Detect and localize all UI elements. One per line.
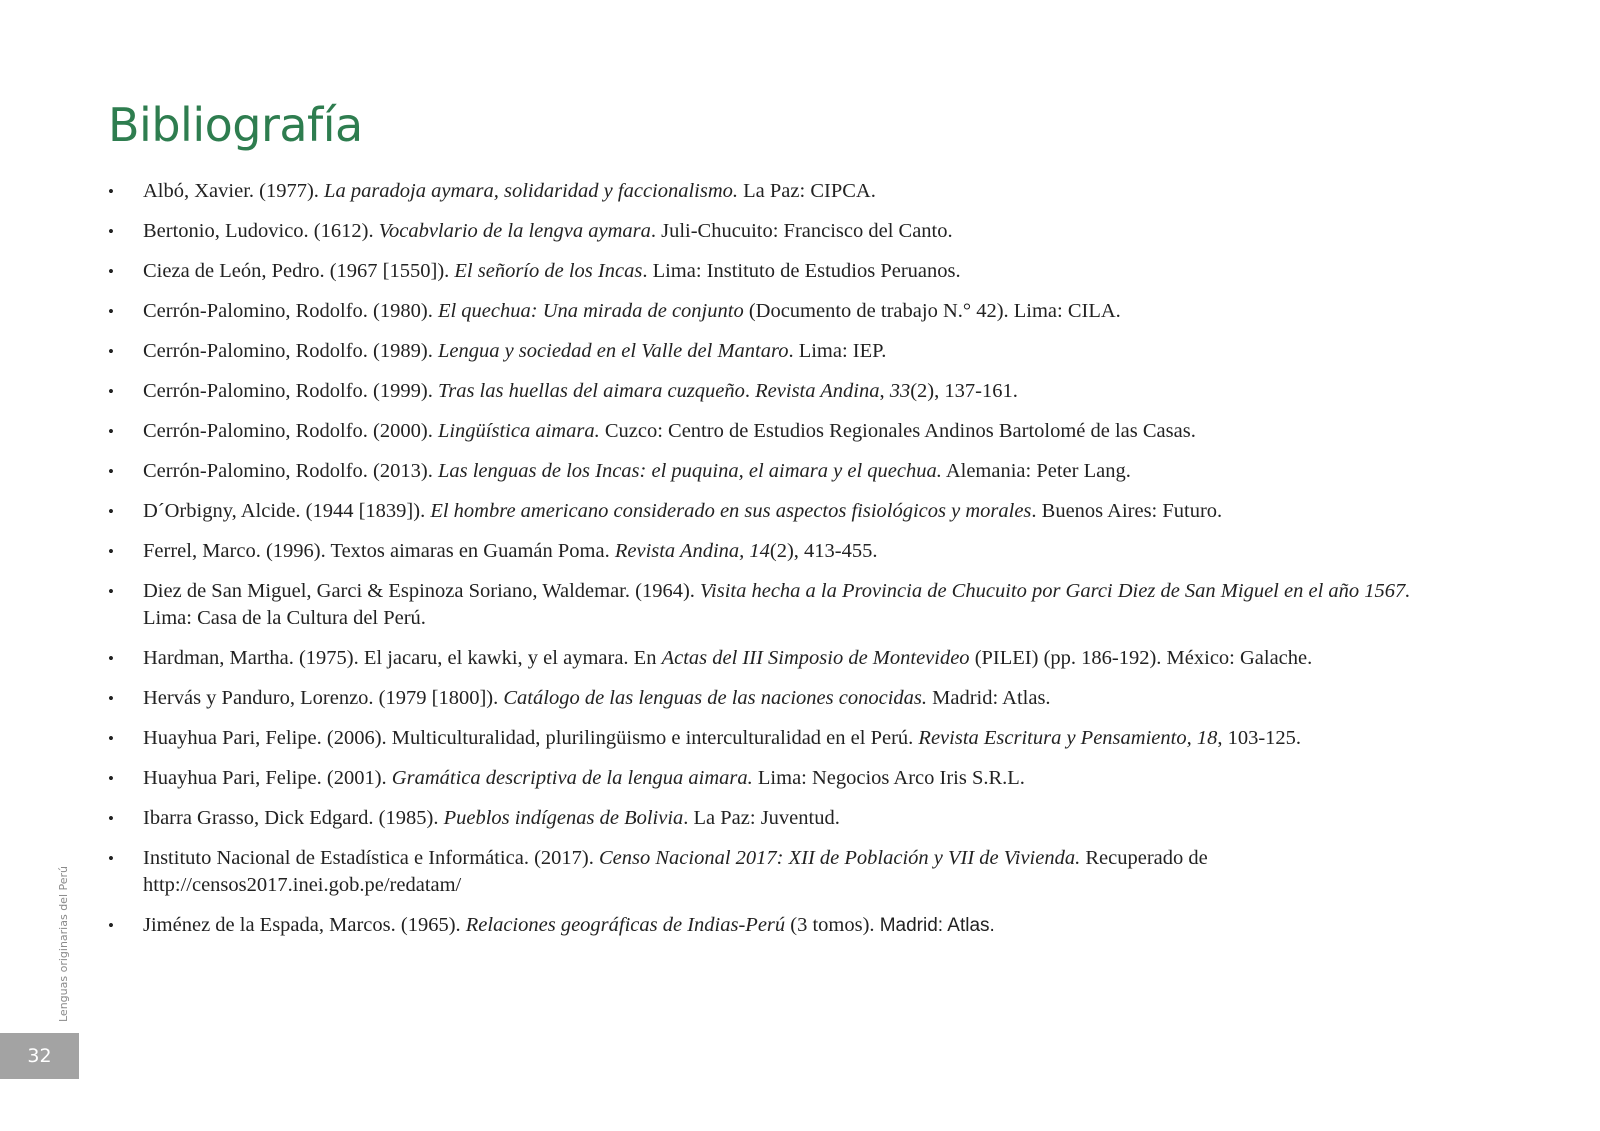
- bibliography-entry: • Hardman, Martha. (1975). El jacaru, el kawki, y el aymara. En Actas del III Simposio de Montevideo (PILEI) (pp. 186-192). México: Galache.: [108, 645, 1428, 672]
- bibliography-entry: • Huayhua Pari, Felipe. (2006). Multiculturalidad, plurilingüismo e interculturalidad en el Perú. Revista Escritura y Pensamiento, 18, 103-125.: [108, 725, 1428, 752]
- bibliography-list: [108, 178, 1428, 952]
- bibliography-entry: • Cerrón-Palomino, Rodolfo. (1980). El quechua: Una mirada de conjunto (Documento de trabajo N.° 42). Lima: CILA.: [108, 298, 1428, 325]
- bibliography-entry: • Jiménez de la Espada, Marcos. (1965). Relaciones geográficas de Indias-Perú (3 tomos). Madrid: Atlas.: [108, 912, 1428, 939]
- bibliography-entry: • Cieza de León, Pedro. (1967 [1550]). El señorío de los Incas. Lima: Instituto de Estudios Peruanos.: [108, 258, 1428, 285]
- bibliography-entry: • Ferrel, Marco. (1996). Textos aimaras en Guamán Poma. Revista Andina, 14(2), 413-455.: [108, 538, 1428, 565]
- bibliography-entry: • Cerrón-Palomino, Rodolfo. (2013). Las lenguas de los Incas: el puquina, el aimara y el quechua. Alemania: Peter Lang.: [108, 458, 1428, 485]
- bibliography-entry: • Huayhua Pari, Felipe. (2001). Gramática descriptiva de la lengua aimara. Lima: Negocios Arco Iris S.R.L.: [108, 765, 1428, 792]
- bibliography-entry: • Instituto Nacional de Estadística e Informática. (2017). Censo Nacional 2017: XII de Población y VII de Vivienda. Recuperado de http://censos2017.inei.gob.pe/redatam/: [108, 845, 1428, 899]
- bibliography-entry: • Hervás y Panduro, Lorenzo. (1979 [1800]). Catálogo de las lenguas de las naciones conocidas. Madrid: Atlas.: [108, 685, 1428, 712]
- bibliography-entry: • Cerrón-Palomino, Rodolfo. (1999). Tras las huellas del aimara cuzqueño. Revista Andina, 33(2), 137-161.: [108, 378, 1428, 405]
- bibliography-entry: • D´Orbigny, Alcide. (1944 [1839]). El hombre americano considerado en sus aspectos fisiológicos y morales. Buenos Aires: Futuro.: [108, 498, 1428, 525]
- bibliography-entry: • Diez de San Miguel, Garci & Espinoza Soriano, Waldemar. (1964). Visita hecha a la Provincia de Chucuito por Garci Diez de San Miguel en el año 1567. Lima: Casa de la Cultura del Perú.: [108, 578, 1428, 632]
- side-running-title: Lenguas originarias del Perú: [57, 865, 70, 1022]
- bibliography-entry: • Bertonio, Ludovico. (1612). Vocabvlario de la lengva aymara. Juli-Chucuito: Francisco del Canto.: [108, 218, 1428, 245]
- page-number: 32: [0, 1033, 79, 1079]
- page-title: Bibliografía: [108, 98, 363, 152]
- bibliography-entry: • Albó, Xavier. (1977). La paradoja aymara, solidaridad y faccionalismo. La Paz: CIPCA.: [108, 178, 1428, 205]
- bibliography-entry: • Ibarra Grasso, Dick Edgard. (1985). Pueblos indígenas de Bolivia. La Paz: Juventud.: [108, 805, 1428, 832]
- bibliography-entry: • Cerrón-Palomino, Rodolfo. (2000). Lingüística aimara. Cuzco: Centro de Estudios Regionales Andinos Bartolomé de las Casas.: [108, 418, 1428, 445]
- bibliography-entry: • Cerrón-Palomino, Rodolfo. (1989). Lengua y sociedad en el Valle del Mantaro. Lima: IEP.: [108, 338, 1428, 365]
